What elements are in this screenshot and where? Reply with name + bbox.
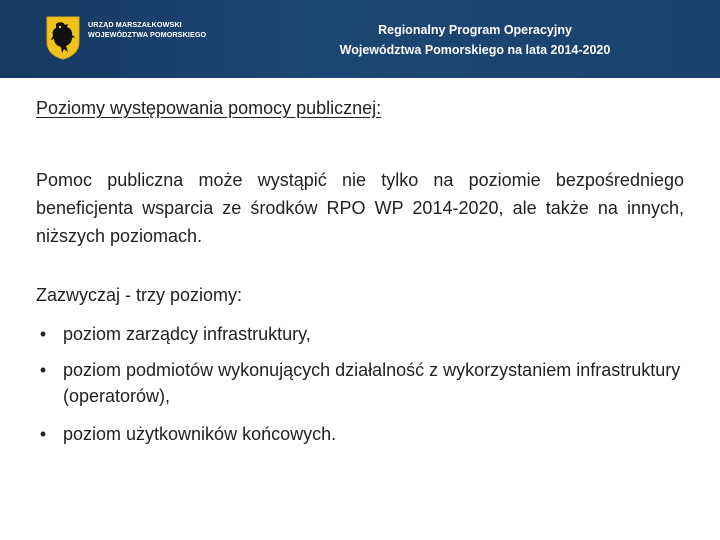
coat-of-arms-icon — [46, 16, 80, 60]
program-title-line1: Regionalny Program Operacyjny — [378, 23, 572, 37]
list-item-text: poziom podmiotów wykonujących działalność z wykorzystaniem infrastruktury (operatorów), — [63, 360, 681, 406]
logo-text — [88, 20, 218, 40]
program-title — [300, 20, 650, 60]
levels-intro: Zazwyczaj - trzy poziomy: — [36, 285, 243, 305]
bullet-icon: • — [39, 360, 47, 380]
logo-text-line1: URZĄD MARSZAŁKOWSKI — [88, 20, 182, 29]
list-item — [36, 357, 684, 409]
logo-text-line2: WOJEWÓDZTWA POMORSKIEGO — [88, 30, 207, 39]
body-paragraph: Pomoc publiczna może wystąpić nie tylko na poziomie bezpośredniego beneficjenta wsparcia ze środków RPO WP 2014-2020, ale także na innych, niższych poziomach. — [36, 170, 684, 246]
section-heading: Poziomy występowania pomocy publicznej: — [36, 98, 382, 118]
list-item — [36, 321, 684, 347]
bullet-icon: • — [39, 324, 47, 344]
levels-list — [36, 321, 684, 447]
program-title-line2: Województwa Pomorskiego na lata 2014-2020 — [339, 43, 611, 57]
slide-content — [36, 96, 684, 447]
list-item-text: poziom zarządcy infrastruktury, — [63, 324, 311, 344]
header-bar — [0, 0, 720, 78]
bullet-icon: • — [39, 424, 47, 444]
list-item — [36, 421, 684, 447]
list-item-text: poziom użytkowników końcowych. — [63, 424, 337, 444]
